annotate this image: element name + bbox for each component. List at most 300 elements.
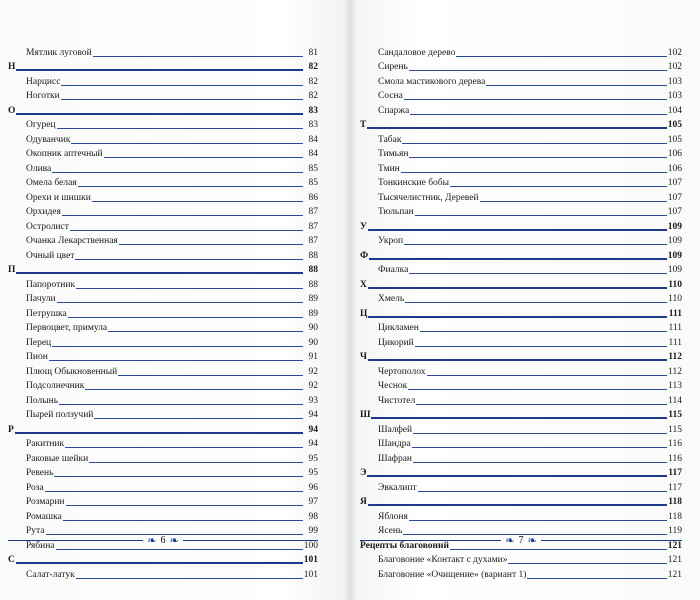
toc-entry-label: Розмарин bbox=[26, 497, 65, 507]
toc-entry bbox=[8, 392, 318, 407]
toc-letter-heading bbox=[8, 59, 318, 74]
toc-entry bbox=[360, 378, 682, 393]
toc-entry-label: Чеснок bbox=[378, 381, 408, 391]
toc-page-number: 111 bbox=[668, 323, 682, 333]
toc-entry bbox=[360, 131, 682, 146]
toc-page-number: 113 bbox=[668, 381, 682, 391]
toc-entry bbox=[8, 146, 318, 161]
toc-page-number: 99 bbox=[308, 526, 318, 536]
toc-entry bbox=[360, 363, 682, 378]
toc-entry-label: Эвкалипт bbox=[378, 482, 417, 493]
toc-entry-label: Очанка Лекарственная bbox=[26, 236, 118, 246]
dot-leader bbox=[367, 127, 666, 129]
toc-entry bbox=[8, 465, 318, 480]
dot-leader bbox=[92, 201, 303, 202]
toc-page-number: 92 bbox=[308, 366, 318, 377]
dot-leader bbox=[93, 56, 303, 57]
toc-entry bbox=[8, 378, 318, 393]
toc-letter-heading bbox=[8, 421, 318, 436]
toc-entry-label: Плющ Обыкновенный bbox=[26, 366, 118, 377]
dot-leader bbox=[104, 157, 303, 158]
toc-page-number: 88 bbox=[308, 279, 318, 290]
dot-leader bbox=[68, 317, 303, 318]
ornament-icon: ❧ bbox=[147, 534, 157, 547]
toc-letter-heading bbox=[360, 247, 682, 262]
dot-leader bbox=[16, 272, 303, 274]
toc-page-number: 106 bbox=[667, 149, 682, 159]
footer-rule bbox=[541, 540, 682, 541]
toc-entry-label: Шандра bbox=[378, 439, 411, 449]
footer-rule bbox=[183, 540, 318, 541]
toc-page-number: 103 bbox=[667, 76, 682, 87]
toc-entry-label: Омела белая bbox=[26, 178, 77, 188]
toc-entry-label: Тонкинские бобы bbox=[378, 178, 450, 188]
toc-page-number: 90 bbox=[308, 337, 318, 348]
toc-letter-heading bbox=[360, 349, 682, 364]
toc-page-number: 93 bbox=[308, 395, 318, 406]
toc-entry bbox=[8, 247, 318, 262]
toc-page-number: 101 bbox=[303, 569, 318, 580]
toc-entry-label: Благовоние «Контакт с духами» bbox=[378, 555, 508, 565]
toc-letter-heading bbox=[360, 305, 682, 320]
toc-page-number: 100 bbox=[303, 540, 318, 551]
toc-page-number: 109 bbox=[667, 265, 682, 275]
dot-leader bbox=[119, 244, 303, 245]
dot-leader bbox=[54, 476, 303, 477]
toc-entry bbox=[8, 131, 318, 146]
toc-entry-label: Остролист bbox=[26, 221, 69, 232]
toc-page-number: 97 bbox=[308, 497, 318, 507]
toc-entry bbox=[8, 305, 318, 320]
dot-leader bbox=[49, 360, 303, 361]
toc-entry-label: Смола мастикового дерева bbox=[378, 76, 486, 87]
toc-entry-label: О bbox=[8, 105, 16, 116]
dot-leader bbox=[404, 99, 667, 100]
dot-leader bbox=[57, 302, 303, 303]
toc-entry-label: Окопник аптечный bbox=[26, 149, 103, 159]
toc-entry bbox=[360, 146, 682, 161]
toc-entry-label: Ясень bbox=[378, 526, 403, 536]
dot-leader bbox=[401, 172, 667, 173]
dot-leader bbox=[413, 462, 667, 463]
toc-page-number: 121 bbox=[667, 569, 682, 580]
toc-entry bbox=[8, 479, 318, 494]
toc-page-number: 89 bbox=[308, 294, 318, 304]
toc-entry bbox=[360, 59, 682, 74]
toc-page-number: 107 bbox=[667, 192, 682, 203]
toc-page-number: 104 bbox=[667, 105, 682, 116]
toc-page-number: 121 bbox=[667, 555, 682, 565]
toc-entry-label: Чертополох bbox=[378, 366, 426, 377]
right-page-footer bbox=[360, 533, 682, 547]
toc-page-number: 111 bbox=[668, 308, 682, 319]
toc-page-number: 109 bbox=[667, 236, 682, 246]
toc-page-number: 95 bbox=[308, 453, 318, 464]
toc-page-number: 98 bbox=[308, 511, 318, 522]
toc-page-number: 101 bbox=[303, 555, 318, 565]
toc-entry bbox=[8, 320, 318, 335]
dot-leader bbox=[368, 504, 667, 506]
ornament-icon: ❧ bbox=[169, 534, 179, 547]
ornament-icon: ❧ bbox=[527, 534, 537, 547]
toc-entry-label: Петрушка bbox=[26, 308, 67, 319]
toc-page-number: 89 bbox=[308, 308, 318, 319]
toc-entry bbox=[8, 450, 318, 465]
toc-page-number: 117 bbox=[668, 468, 682, 478]
toc-entry bbox=[360, 334, 682, 349]
toc-page-number: 87 bbox=[308, 207, 318, 217]
toc-entry-label: Сандаловое дерево bbox=[378, 47, 456, 58]
dot-leader bbox=[56, 549, 303, 550]
toc-entry-label: Н bbox=[8, 62, 16, 72]
toc-entry-label: Яблоня bbox=[378, 511, 408, 522]
toc-page-number: 106 bbox=[667, 163, 682, 174]
dot-leader bbox=[78, 186, 303, 187]
toc-entry-label: П bbox=[8, 265, 16, 275]
toc-entry-label: Укроп bbox=[378, 236, 404, 246]
dot-leader bbox=[61, 99, 303, 100]
toc-page-number: 109 bbox=[667, 250, 682, 261]
dot-leader bbox=[94, 418, 303, 419]
toc-entry-label: Ревень bbox=[26, 468, 54, 478]
toc-letter-heading bbox=[8, 262, 318, 277]
dot-leader bbox=[456, 56, 666, 57]
toc-entry-label: Цикламен bbox=[378, 323, 419, 333]
toc-entry bbox=[8, 88, 318, 103]
dot-leader bbox=[404, 244, 667, 245]
dot-leader bbox=[368, 359, 667, 361]
dot-leader bbox=[16, 562, 303, 564]
toc-entry-label: Я bbox=[360, 497, 367, 507]
dot-leader bbox=[76, 578, 303, 579]
toc-letter-heading bbox=[360, 218, 682, 233]
toc-page-number: 81 bbox=[308, 47, 318, 58]
toc-page-number: 112 bbox=[668, 366, 682, 377]
toc-entry bbox=[8, 349, 318, 364]
dot-leader bbox=[409, 70, 667, 71]
dot-leader bbox=[70, 230, 303, 231]
left-page-contents bbox=[8, 44, 318, 581]
toc-entry bbox=[8, 436, 318, 451]
dot-leader bbox=[85, 389, 303, 390]
dot-leader bbox=[71, 143, 303, 144]
toc-page-number: 118 bbox=[668, 511, 682, 522]
toc-entry-label: Тимьян bbox=[378, 149, 409, 159]
toc-entry-label: Ромашка bbox=[26, 511, 62, 522]
dot-leader bbox=[108, 331, 303, 332]
dot-leader bbox=[413, 433, 667, 434]
toc-page-number: 84 bbox=[308, 149, 318, 159]
toc-page-number: 83 bbox=[308, 105, 318, 116]
toc-page-number: 96 bbox=[308, 482, 318, 493]
toc-page-number: 121 bbox=[667, 540, 682, 551]
dot-leader bbox=[368, 229, 667, 231]
toc-entry bbox=[8, 276, 318, 291]
toc-page-number: 91 bbox=[308, 352, 318, 362]
ornament-icon: ❧ bbox=[505, 534, 515, 547]
dot-leader bbox=[57, 128, 303, 129]
toc-page-number: 102 bbox=[667, 47, 682, 58]
dot-leader bbox=[16, 113, 303, 115]
dot-leader bbox=[66, 505, 304, 506]
toc-entry bbox=[8, 508, 318, 523]
toc-entry bbox=[360, 233, 682, 248]
dot-leader bbox=[367, 475, 667, 477]
toc-entry bbox=[360, 479, 682, 494]
toc-letter-heading bbox=[8, 552, 318, 567]
toc-entry bbox=[360, 189, 682, 204]
toc-entry-label: Э bbox=[360, 468, 367, 478]
toc-entry bbox=[8, 204, 318, 219]
toc-entry-label: Нарцисс bbox=[26, 76, 61, 87]
toc-letter-heading bbox=[8, 102, 318, 117]
dot-leader bbox=[408, 389, 667, 390]
dot-leader bbox=[16, 69, 303, 71]
toc-entry-label: Ракитник bbox=[26, 439, 65, 449]
toc-entry bbox=[360, 175, 682, 190]
toc-entry-label: Пачули bbox=[26, 294, 56, 304]
toc-entry bbox=[360, 291, 682, 306]
toc-entry-label: Огурец bbox=[26, 120, 56, 130]
dot-leader bbox=[527, 578, 666, 579]
toc-entry bbox=[360, 160, 682, 175]
toc-entry-label: Ноготки bbox=[26, 91, 60, 101]
toc-letter-heading bbox=[360, 407, 682, 422]
toc-page-number: 84 bbox=[308, 134, 318, 145]
toc-entry-label: Х bbox=[360, 279, 367, 290]
toc-page-number: 105 bbox=[667, 134, 682, 145]
dot-leader bbox=[89, 462, 303, 463]
toc-entry bbox=[8, 44, 318, 59]
dot-leader bbox=[52, 172, 303, 173]
toc-entry-label: Т bbox=[360, 120, 367, 130]
footer-rule bbox=[360, 540, 501, 541]
toc-entry-label: Подсолнечник bbox=[26, 381, 85, 391]
toc-entry-label: Олива bbox=[26, 163, 52, 174]
toc-page-number: 111 bbox=[668, 337, 682, 348]
toc-page-number: 83 bbox=[308, 120, 318, 130]
toc-entry-label: Салат-латук bbox=[26, 569, 75, 580]
toc-letter-heading bbox=[360, 117, 682, 132]
toc-page-number: 88 bbox=[308, 265, 318, 275]
dot-leader bbox=[409, 273, 666, 274]
toc-page-number: 85 bbox=[308, 178, 318, 188]
dot-leader bbox=[371, 417, 667, 419]
toc-entry-label: Тюльпан bbox=[378, 207, 414, 217]
dot-leader bbox=[415, 215, 667, 216]
dot-leader bbox=[486, 85, 666, 86]
toc-entry-label: Тысячелистник, Деревей bbox=[378, 192, 479, 203]
toc-entry bbox=[8, 175, 318, 190]
right-page-contents bbox=[360, 44, 682, 581]
toc-entry-label: Одуванчик bbox=[26, 134, 71, 145]
dot-leader bbox=[416, 404, 667, 405]
toc-entry-label: Первоцвет, примула bbox=[26, 323, 108, 333]
toc-entry bbox=[8, 334, 318, 349]
toc-page-number: 87 bbox=[308, 221, 318, 232]
toc-page-number: 82 bbox=[308, 91, 318, 101]
toc-letter-heading bbox=[360, 465, 682, 480]
toc-entry bbox=[8, 291, 318, 306]
toc-page-number: 105 bbox=[667, 120, 682, 130]
toc-letter-heading bbox=[360, 494, 682, 509]
toc-page-number: 90 bbox=[308, 323, 318, 333]
toc-entry-label: Фиалка bbox=[378, 265, 409, 275]
dot-leader bbox=[76, 288, 303, 289]
page-number: 7 bbox=[518, 534, 524, 546]
footer-rule bbox=[8, 540, 143, 541]
toc-page-number: 107 bbox=[667, 178, 682, 188]
toc-entry-label: С bbox=[8, 555, 15, 565]
toc-entry-label: Ш bbox=[360, 410, 371, 420]
toc-entry-label: Тмин bbox=[378, 163, 400, 174]
toc-page-number: 103 bbox=[667, 91, 682, 101]
dot-leader bbox=[45, 491, 303, 492]
toc-page-number: 115 bbox=[668, 410, 682, 420]
toc-entry-label: Пион bbox=[26, 352, 48, 362]
dot-leader bbox=[402, 143, 666, 144]
toc-page-number: 109 bbox=[667, 221, 682, 232]
toc-page-number: 107 bbox=[667, 207, 682, 217]
dot-leader bbox=[450, 549, 667, 550]
toc-page-number: 94 bbox=[308, 410, 318, 420]
toc-entry-label: Перец bbox=[26, 337, 52, 348]
dot-leader bbox=[52, 346, 303, 347]
toc-entry-label: Папоротник bbox=[26, 279, 76, 290]
toc-entry-label: Благовоние «Очищение» (вариант 1) bbox=[378, 569, 527, 580]
dot-leader bbox=[427, 375, 667, 376]
toc-entry bbox=[360, 204, 682, 219]
toc-page-number: 116 bbox=[668, 439, 682, 449]
toc-page-number: 117 bbox=[668, 482, 682, 493]
toc-entry bbox=[360, 262, 682, 277]
toc-entry-label: Ч bbox=[360, 352, 367, 362]
toc-entry bbox=[360, 320, 682, 335]
toc-page-number: 92 bbox=[308, 381, 318, 391]
toc-entry-label: Очный цвет bbox=[26, 250, 75, 261]
toc-letter-heading bbox=[360, 276, 682, 291]
dot-leader bbox=[415, 346, 667, 347]
toc-page-number: 86 bbox=[308, 192, 318, 203]
toc-page-number: 115 bbox=[668, 424, 682, 435]
toc-entry bbox=[360, 552, 682, 567]
dot-leader bbox=[418, 491, 667, 492]
dot-leader bbox=[450, 186, 667, 187]
toc-entry-label: Мятлик луговой bbox=[26, 47, 92, 58]
toc-entry bbox=[360, 102, 682, 117]
toc-entry-label: Хмель bbox=[378, 294, 405, 304]
toc-entry-label: Чистотел bbox=[378, 395, 416, 406]
dot-leader bbox=[412, 447, 667, 448]
toc-entry-label: Орехи и шишки bbox=[26, 192, 91, 203]
dot-leader bbox=[410, 114, 667, 115]
toc-entry bbox=[8, 233, 318, 248]
toc-entry bbox=[360, 450, 682, 465]
dot-leader bbox=[405, 302, 667, 303]
toc-page-number: 82 bbox=[308, 76, 318, 87]
toc-page-number: 95 bbox=[308, 468, 318, 478]
page-number: 6 bbox=[160, 534, 166, 546]
dot-leader bbox=[368, 316, 667, 318]
toc-page-number: 112 bbox=[668, 352, 682, 362]
toc-entry-label: Орхидея bbox=[26, 207, 61, 217]
toc-entry-label: Раковые шейки bbox=[26, 453, 89, 464]
toc-entry bbox=[8, 494, 318, 509]
toc-entry bbox=[360, 421, 682, 436]
toc-entry bbox=[360, 566, 682, 581]
toc-entry-label: У bbox=[360, 221, 367, 232]
toc-entry-label: Сосна bbox=[378, 91, 403, 101]
dot-leader bbox=[420, 331, 667, 332]
toc-entry bbox=[360, 88, 682, 103]
toc-entry-label: Сирень bbox=[378, 62, 408, 72]
dot-leader bbox=[369, 258, 667, 260]
toc-entry bbox=[8, 189, 318, 204]
dot-leader bbox=[65, 447, 303, 448]
toc-page-number: 118 bbox=[668, 497, 682, 507]
toc-entry-label: Спаржа bbox=[378, 105, 410, 116]
toc-entry bbox=[8, 407, 318, 422]
dot-leader bbox=[409, 520, 667, 521]
dot-leader bbox=[368, 287, 667, 289]
toc-page-number: 85 bbox=[308, 163, 318, 174]
toc-entry bbox=[8, 363, 318, 378]
toc-entry-label: Ц bbox=[360, 308, 368, 319]
dot-leader bbox=[61, 85, 303, 86]
toc-page-number: 102 bbox=[667, 62, 682, 72]
dot-leader bbox=[480, 201, 667, 202]
toc-page-number: 119 bbox=[668, 526, 682, 536]
dot-leader bbox=[15, 432, 303, 434]
toc-entry bbox=[8, 566, 318, 581]
dot-leader bbox=[62, 215, 303, 216]
dot-leader bbox=[75, 259, 303, 260]
toc-entry-label: Рябина bbox=[26, 540, 55, 551]
toc-entry-label: Шалфей bbox=[378, 424, 413, 435]
toc-page-number: 110 bbox=[668, 279, 682, 290]
toc-entry bbox=[360, 44, 682, 59]
toc-entry-label: Полынь bbox=[26, 395, 59, 406]
toc-entry bbox=[360, 73, 682, 88]
toc-entry-label: Цикорий bbox=[378, 337, 414, 348]
toc-page-number: 88 bbox=[308, 250, 318, 261]
toc-entry-label: Роза bbox=[26, 482, 44, 493]
toc-page-number: 110 bbox=[668, 294, 682, 304]
toc-entry-label: Р bbox=[8, 424, 14, 435]
toc-entry-label: Рецепты благовоний bbox=[360, 540, 449, 551]
toc-entry-label: Шафран bbox=[378, 453, 413, 464]
toc-entry-label: Табак bbox=[378, 134, 402, 145]
toc-entry bbox=[8, 117, 318, 132]
dot-leader bbox=[409, 157, 666, 158]
dot-leader bbox=[118, 375, 303, 376]
dot-leader bbox=[63, 520, 303, 521]
toc-entry bbox=[8, 218, 318, 233]
toc-entry-label: Рута bbox=[26, 526, 45, 536]
toc-entry bbox=[360, 508, 682, 523]
toc-entry-label: Ф bbox=[360, 250, 369, 261]
toc-page-number: 116 bbox=[668, 453, 682, 464]
toc-entry bbox=[360, 392, 682, 407]
left-page-footer bbox=[8, 533, 318, 547]
toc-entry-label: Пырей ползучий bbox=[26, 410, 94, 420]
toc-entry bbox=[360, 436, 682, 451]
toc-page-number: 114 bbox=[668, 395, 682, 406]
toc-entry bbox=[8, 160, 318, 175]
toc-page-number: 82 bbox=[308, 62, 318, 72]
toc-page-number: 94 bbox=[308, 439, 318, 449]
dot-leader bbox=[59, 404, 303, 405]
